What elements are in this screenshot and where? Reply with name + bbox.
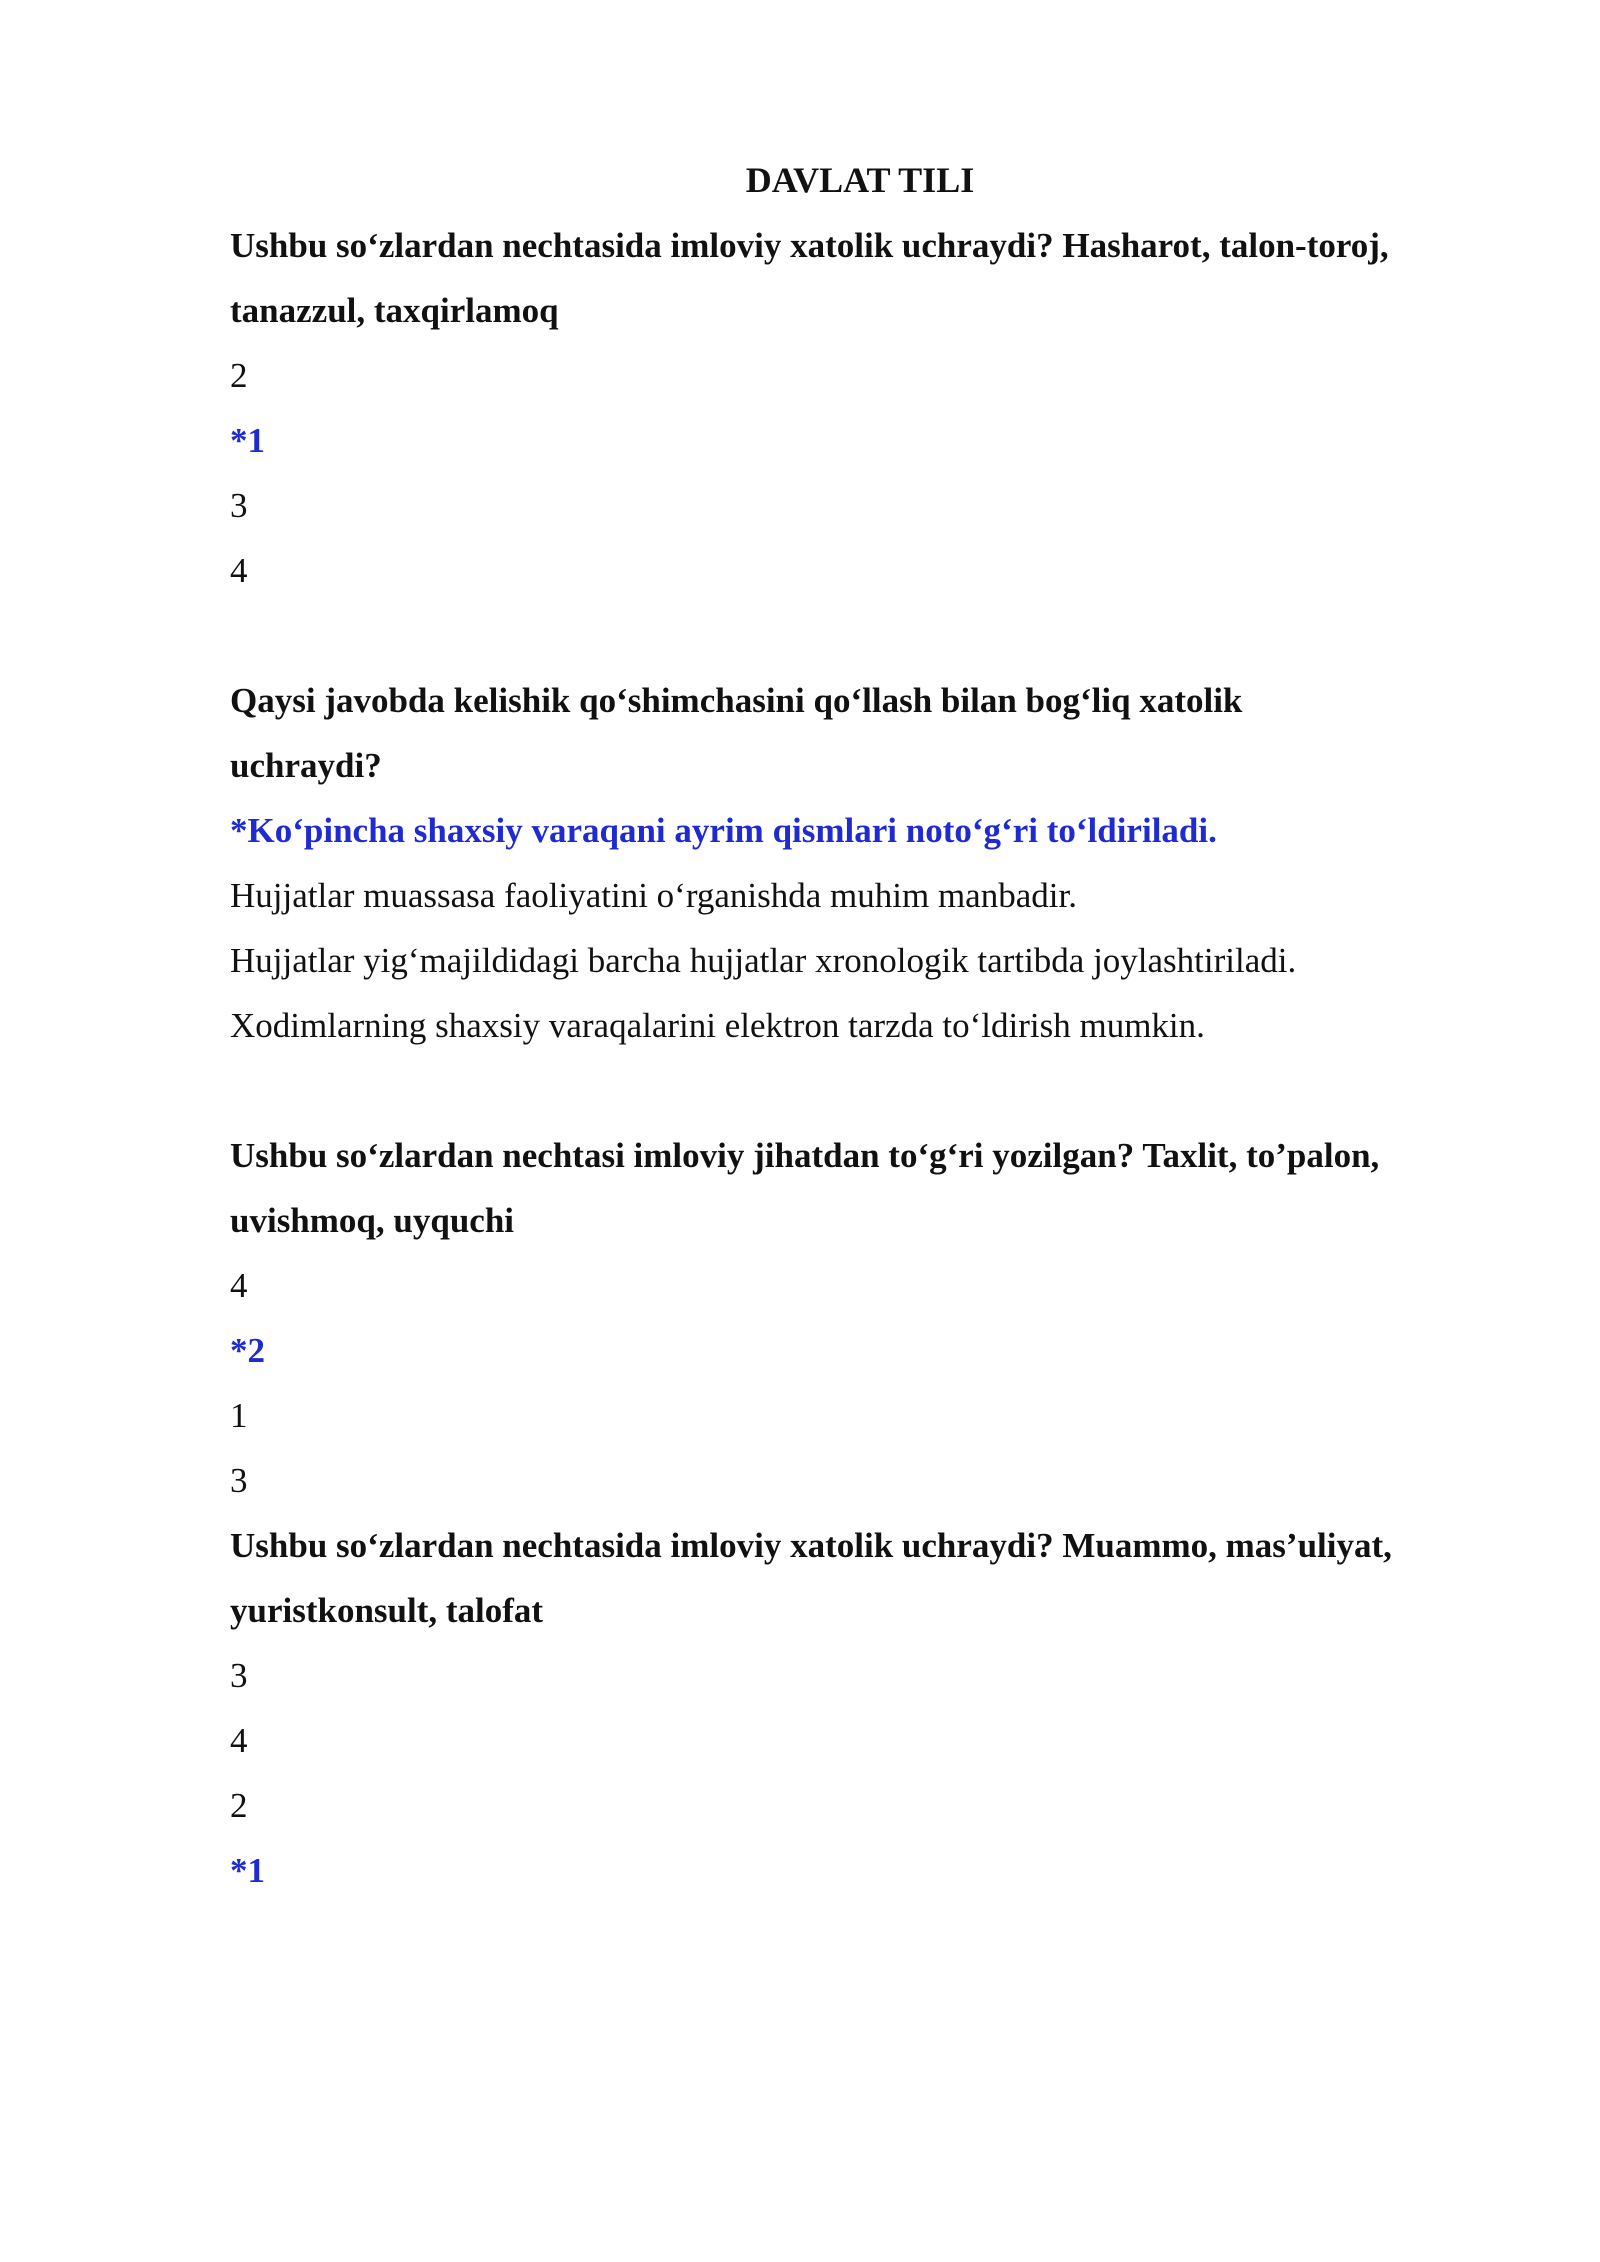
answer-option: 1: [230, 1396, 248, 1435]
answer-option: Xodimlarning shaxsiy varaqalarini elektron tarzda to‘ldirish mumkin.: [230, 1006, 1205, 1045]
answer-option: 3: [230, 1656, 248, 1695]
question-text-line: Qaysi javobda kelishik qo‘shimchasini qo‘llash bilan bog‘liq xatolik: [230, 681, 1243, 720]
question-block: [230, 668, 1490, 1058]
answer-option-correct: *Ko‘pincha shaxsiy varaqani ayrim qismlari noto‘g‘ri to‘ldiriladi.: [230, 811, 1217, 850]
question-text-line: Ushbu so‘zlardan nechtasida imloviy xatolik uchraydi? Muammo, mas’uliyat,: [230, 1526, 1392, 1565]
answer-option-correct: *1: [230, 421, 265, 460]
answer-option: 4: [230, 1266, 248, 1305]
answer-option: 3: [230, 1461, 248, 1500]
question-text-line: tanazzul, taxqirlamoq: [230, 291, 559, 330]
answer-option: 4: [230, 1721, 248, 1760]
document-title: DAVLAT TILI: [745, 160, 975, 200]
question-text-line: uchraydi?: [230, 746, 382, 785]
answer-option: Hujjatlar yig‘majildidagi barcha hujjatlar xronologik tartibda joylashtiriladi.: [230, 941, 1297, 980]
answer-option-correct: *1: [230, 1851, 265, 1890]
question-block: [230, 1123, 1490, 1513]
spacer: [230, 1058, 1490, 1123]
answer-option: 2: [230, 356, 248, 395]
question-text-line: Ushbu so‘zlardan nechtasida imloviy xatolik uchraydi? Hasharot, talon-toroj,: [230, 226, 1389, 265]
answer-option-correct: *2: [230, 1331, 265, 1370]
answer-option: 2: [230, 1786, 248, 1825]
question-text-line: Ushbu so‘zlardan nechtasi imloviy jihatdan to‘g‘ri yozilgan? Taxlit, to’palon,: [230, 1136, 1380, 1175]
question-text-line: uvishmoq, uyquchi: [230, 1201, 515, 1240]
question-block: [230, 213, 1490, 603]
spacer: [230, 603, 1490, 668]
question-text-line: yuristkonsult, talofat: [230, 1591, 544, 1630]
question-block: [230, 1513, 1490, 1903]
answer-option: 4: [230, 551, 248, 590]
answer-option: 3: [230, 486, 248, 525]
document-page: [230, 148, 1490, 1903]
answer-option: Hujjatlar muassasa faoliyatini o‘rganishda muhim manbadir.: [230, 876, 1077, 915]
